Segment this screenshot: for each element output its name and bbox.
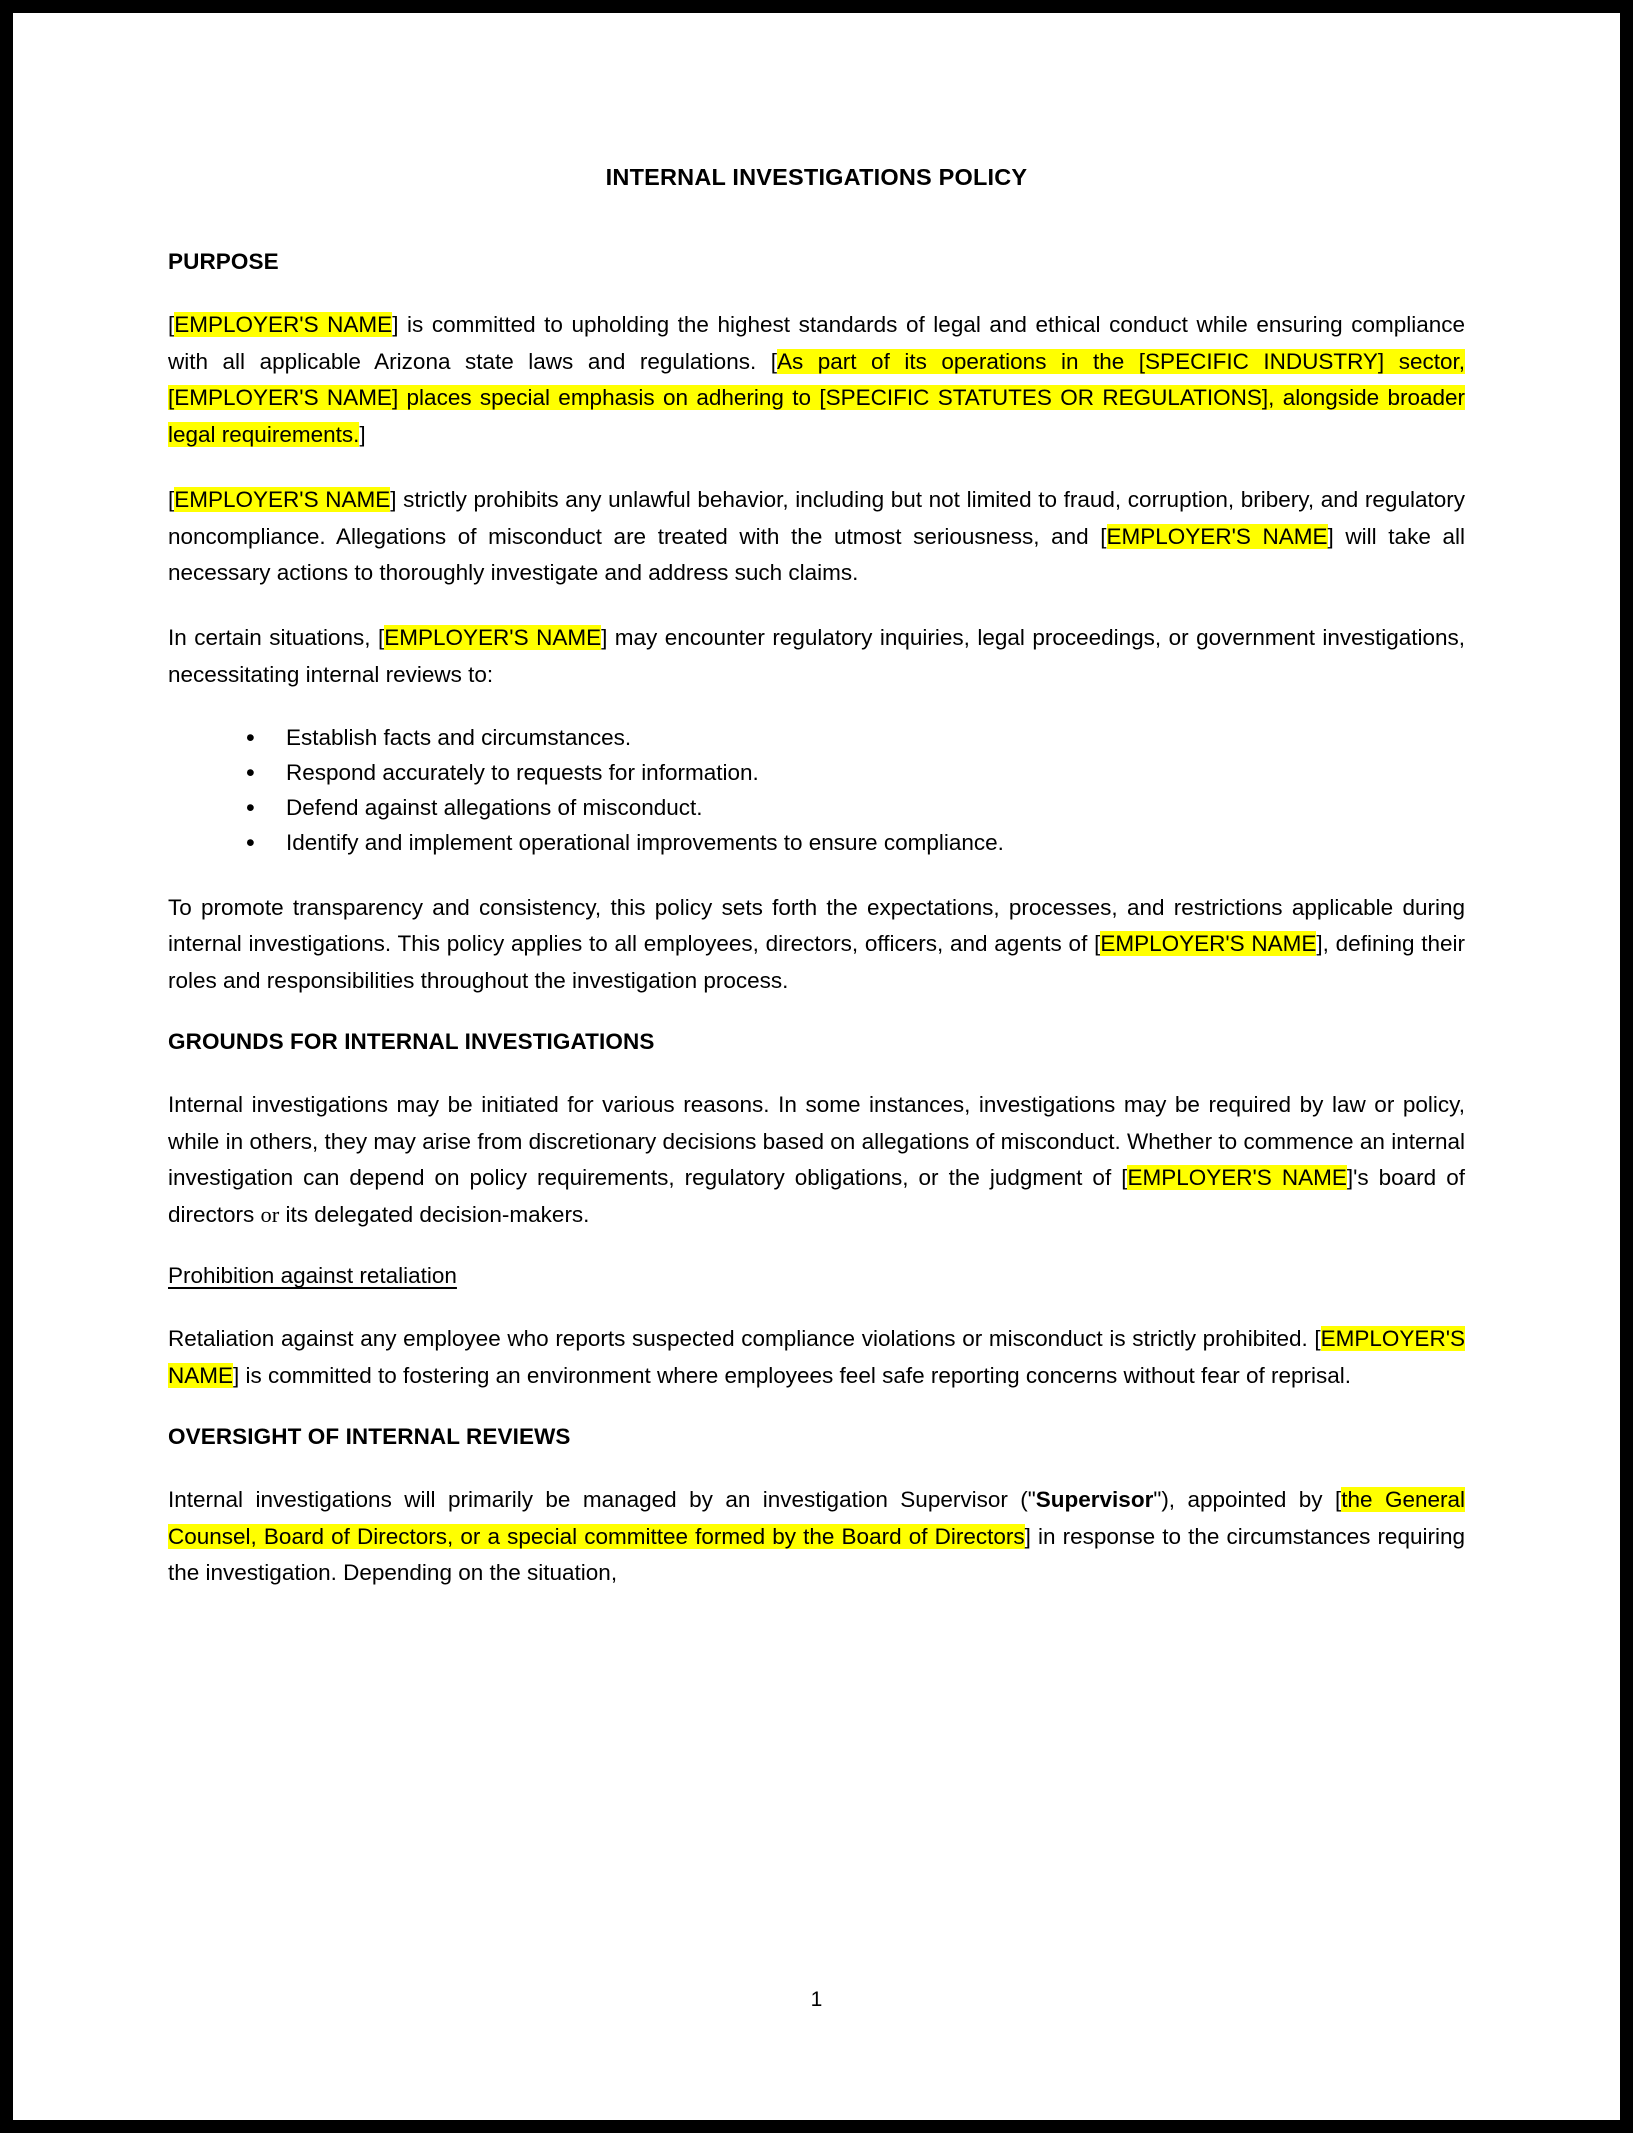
grounds-para1-lead: Internal investigations may be initiated for various reasons. In some instances, investigations may be required by law or policy, while in others, they may arise from discretionary decisions based on allegations of misconduct. Whether to commence an internal investigation can depend on policy requirements, regulatory obligations, or the judgment of [ — [168, 1092, 1465, 1191]
grounds-para1-tail: its delegated decision-makers. — [279, 1201, 590, 1227]
grounds-para2-lead: Retaliation against any employee who reports suspected compliance violations or misconduct is strictly prohibited. [ — [168, 1326, 1321, 1352]
purpose-para2-text: strictly prohibits any unlawful behavior, including but not limited to fraud, corruption, bribery, and regulatory noncompliance. Allegations of misconduct are treated with the utmost seriousness, and [ — [168, 487, 1465, 549]
placeholder-employer-name: EMPLOYER'S NAME — [384, 625, 602, 651]
bullet-icon: • — [246, 724, 255, 753]
grounds-para1-mid: ]'s board of directors — [168, 1165, 1465, 1227]
placeholder-employer-name: EMPLOYER'S NAME — [174, 312, 393, 338]
bracket-close: ] — [392, 312, 399, 338]
grounds-paragraph-2 — [168, 1321, 1465, 1394]
placeholder-industry-clause: As part of its operations in the [SPECIFIC INDUSTRY] sector, [EMPLOYER'S NAME] places special emphasis on adhering to [SPECIFIC STATUTES OR REGULATIONS], alongside broader legal requirements. — [168, 348, 1465, 447]
list-item — [246, 827, 1465, 859]
document-title: INTERNAL INVESTIGATIONS POLICY — [605, 164, 1028, 190]
oversight-para1-mid: "), appointed by [ — [1153, 1487, 1342, 1513]
purpose-para1-tail: ] — [359, 421, 366, 447]
grounds-paragraph-1 — [168, 1087, 1465, 1233]
placeholder-employer-name: EMPLOYER'S NAME — [1106, 523, 1328, 549]
purpose-paragraph-2 — [168, 482, 1465, 591]
bullet-icon: • — [246, 794, 255, 823]
list-item — [246, 722, 1465, 754]
placeholder-employer-name: EMPLOYER'S NAME — [1127, 1165, 1347, 1191]
purpose-para2-tail: ] will take all necessary actions to thoroughly investigate and address such claims. — [168, 523, 1465, 585]
section-heading-purpose: PURPOSE — [168, 249, 279, 275]
purpose-para3-tail: ] may encounter regulatory inquiries, legal proceedings, or government investigations, necessitating internal reviews to: — [168, 625, 1465, 687]
purpose-para4-lead: To promote transparency and consistency, this policy sets forth the expectations, processes, and restrictions applicable during internal investigations. This policy applies to all employees, directors, officers, and agents of [ — [168, 895, 1465, 957]
bullet-icon: • — [246, 759, 255, 788]
list-item-label: Establish facts and circumstances. — [286, 725, 632, 751]
list-item-label: Respond accurately to requests for information. — [286, 760, 759, 786]
oversight-para1-lead: Internal investigations will primarily be managed by an investigation Supervisor (" — [168, 1487, 1036, 1513]
document-page-content — [13, 13, 1620, 2120]
oversight-para1-tail: ] in response to the circumstances requiring the investigation. Depending on the situation, — [168, 1523, 1465, 1586]
purpose-paragraph-4 — [168, 890, 1465, 999]
placeholder-employer-name: EMPLOYER'S NAME — [174, 487, 391, 513]
list-item-label: Defend against allegations of misconduct. — [286, 795, 703, 821]
internal-review-purposes-list — [168, 722, 1465, 859]
list-item — [246, 757, 1465, 789]
purpose-paragraph-1 — [168, 307, 1465, 453]
grounds-para1-conjunction: or — [260, 1201, 280, 1227]
list-item-label: Identify and implement operational improvements to ensure compliance. — [286, 830, 1004, 856]
grounds-para2-tail: ] is committed to fostering an environment where employees feel safe reporting concerns without fear of reprisal. — [233, 1362, 1352, 1388]
placeholder-employer-name: EMPLOYER'S NAME — [1100, 931, 1317, 957]
page-number: 1 — [810, 1988, 823, 2011]
bracket-close: ] — [390, 487, 397, 513]
oversight-paragraph-1 — [168, 1482, 1465, 1591]
bullet-icon: • — [246, 829, 255, 858]
purpose-paragraph-3 — [168, 620, 1465, 693]
subheading-prohibition-against-retaliation: Prohibition against retaliation — [168, 1263, 457, 1289]
defined-term-supervisor: Supervisor — [1035, 1487, 1154, 1513]
bracket-open: [ — [168, 312, 175, 338]
bracket-open: [ — [168, 487, 175, 513]
placeholder-employer-name: EMPLOYER'S NAME — [168, 1326, 1465, 1388]
section-heading-oversight: OVERSIGHT OF INTERNAL REVIEWS — [168, 1424, 571, 1450]
purpose-para3-lead: In certain situations, [ — [168, 625, 385, 651]
placeholder-appointing-authority: the General Counsel, Board of Directors, or a special committee formed by the Board of Directors — [168, 1487, 1466, 1549]
purpose-para1-text: is committed to upholding the highest standards of legal and ethical conduct while ensuring compliance with all applicable Arizona state laws and regulations. [ — [168, 312, 1465, 374]
purpose-para4-tail: ], defining their roles and responsibilities throughout the investigation process. — [168, 931, 1465, 993]
section-heading-grounds: GROUNDS FOR INTERNAL INVESTIGATIONS — [168, 1029, 655, 1055]
list-item — [246, 792, 1465, 824]
